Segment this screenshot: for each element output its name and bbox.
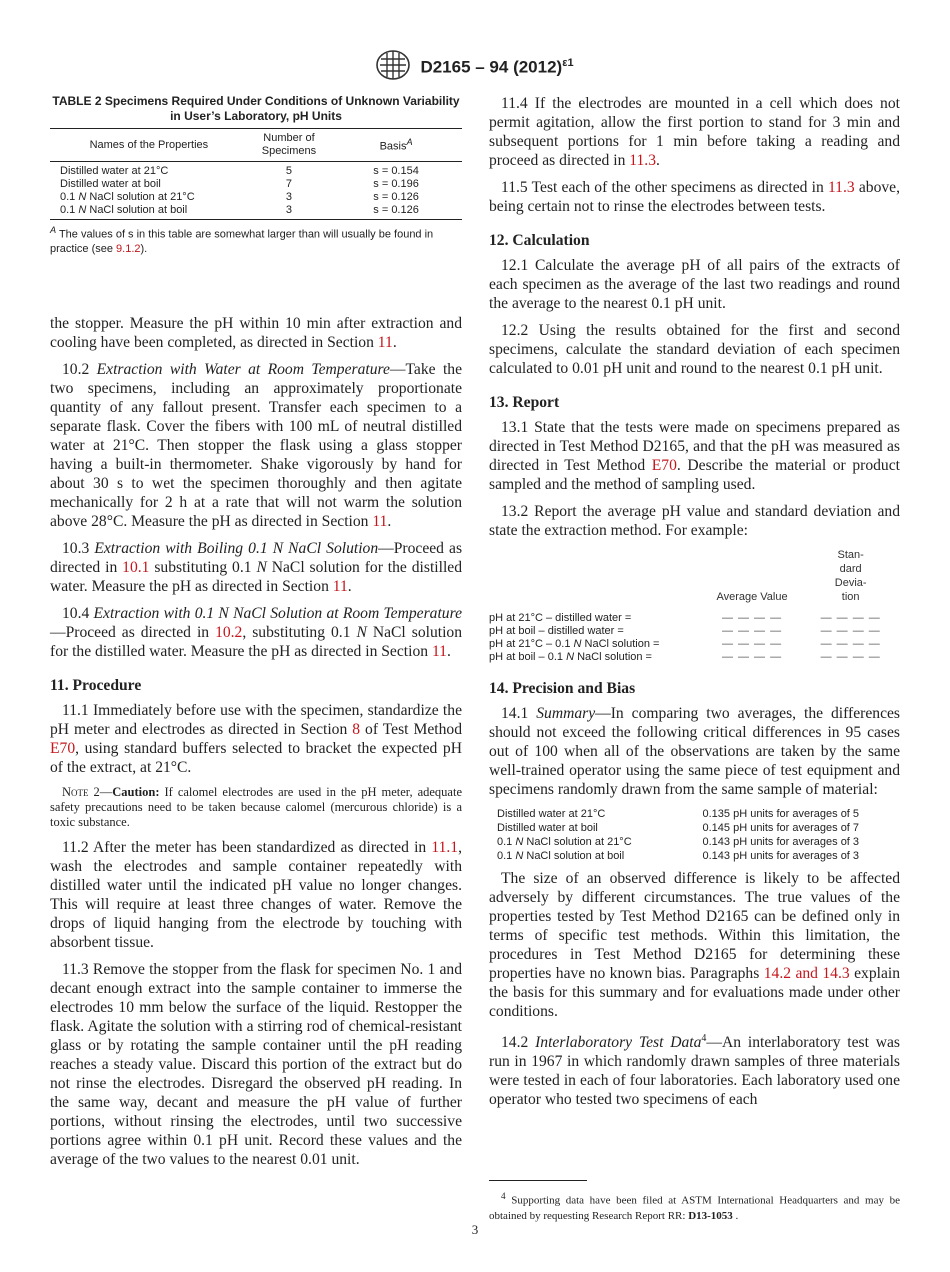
para-14-1: 14.1 Summary—In comparing two averages, the differences should not exceed the following critical differences in 95 cases out of 100 when all of the observations are taken by the same well-trained operator using the same piece of test equipment and specimens randomly drawn from the same sample of material: — [489, 705, 900, 798]
para-11-2: 11.2 After the meter has been standardized as directed in 11.1, wash the electrodes and sample container repeatedly with distilled water until the indicated pH value no longer changes. This will require at least three changes of water. Remove the drops of liquid hanging from the electrode by touching with absorbent tissue. — [50, 838, 462, 951]
basis-cell: s = 0.196 — [373, 178, 419, 190]
table-2-caption: TABLE 2 Specimens Required Under Conditions of Unknown Variability in User’s Laboratory, pH Units — [52, 94, 460, 123]
table-row — [489, 821, 900, 835]
table-row — [50, 191, 462, 204]
report-std-dev-blank: — — — — — [820, 651, 881, 663]
para-12-1: 12.1 Calculate the average pH of all pairs of the extracts of each specimen as the average of the last two readings and round the average to the nearest 0.1 pH unit. — [489, 257, 900, 312]
precision-table — [489, 807, 900, 863]
section-heading-precision: 14. Precision and Bias — [489, 680, 636, 697]
standard-designation: D2165 – 94 $(2012)^{\varepsilon 1}$ — [420, 57, 574, 77]
table-row — [489, 638, 900, 651]
precision-value-cell: 0.143 pH units for averages of 3 — [702, 850, 860, 862]
report-col-average: Average Value — [716, 591, 788, 603]
footnote-4: $^4$ Supporting data have been filed at ASTM International Headquarters and may be obtained by requesting Research Report RR: D13-1053 . — [489, 1191, 900, 1222]
report-average-blank: — — — — — [721, 638, 783, 650]
ref-link[interactable]: 11.3 — [827, 179, 855, 196]
section-heading-report: 13. Report — [489, 394, 560, 411]
report-label-cell: pH at boil – 0.1 N NaCl solution = — [489, 651, 652, 663]
para-10-1-cont: the stopper. Measure the pH within 10 min after extraction and cooling have been completed, as directed in Section 11. — [50, 314, 462, 351]
table-row — [489, 612, 900, 625]
report-label-cell: pH at 21°C – 0.1 N NaCl solution = — [489, 638, 660, 650]
table-2 — [50, 94, 462, 256]
para-13-2: 13.2 Report the average pH value and standard deviation and state the extraction method. For example: — [489, 503, 900, 539]
left-column — [50, 94, 462, 1177]
right-column — [489, 94, 900, 1117]
report-col-std-dev: Stan- dard Devia- tion — [834, 549, 867, 603]
precision-condition-cell: Distilled water at boil — [497, 822, 598, 834]
note-2: Note 2—Caution: If calomel electrodes are used in the pH meter, adequate safety precautions need to be taken because calomel (mercurous chloride) is a toxic substance. — [50, 784, 462, 829]
para-11-3: 11.3 Remove the stopper from the flask for specimen No. 1 and decant enough extract into the sample container to immerse the electrodes 10 mm below the surface of the liquid. Restopper the flask. Agitate the solution with a stirring rod of chemical-resistant glass or by rotating the sample container until the pH reading reaches a steady value. Discard this portion of the extract but do not rinse the electrodes. Disregard the observed pH reading. In the same way, decant and measure the pH value of further portions, without rinsing the electrodes, until two successive portions agree within 0.1 pH unit. Record these values and the average of the two values to the nearest 0.01 unit. — [50, 960, 462, 1168]
specimen-count-cell: 7 — [285, 178, 292, 190]
table-row — [50, 204, 462, 220]
ref-link[interactable]: 11 — [431, 642, 447, 660]
specimen-count-cell: 3 — [248, 204, 330, 220]
basis-cell: s = 0.126 — [330, 204, 462, 220]
precision-value-cell: 0.145 pH units for averages of 7 — [702, 822, 860, 834]
para-10-3: 10.3 Extraction with Boiling 0.1 N NaCl Solution—Proceed as directed in 10.1 substituting 0.1 N NaCl solution for the distilled water. Measure the pH as directed in Section 11. — [50, 539, 463, 595]
report-label-cell: pH at boil – distilled water = — [489, 625, 624, 637]
basis-cell: s = 0.154 — [373, 165, 419, 177]
designation-superscript: ε1 — [562, 57, 574, 70]
col-header-names: Names of the Properties — [50, 129, 248, 162]
precision-condition-cell: 0.1 N NaCl solution at 21°C — [497, 836, 632, 848]
ref-link[interactable]: 11.3 — [629, 152, 656, 169]
property-name-cell: Distilled water at 21°C — [60, 165, 169, 177]
table-2-footnote: $^A$ The values of s in this table are somewhat larger than will usually be found in practice (see 9.1.2). — [50, 225, 434, 255]
section-heading-procedure: 11. Procedure — [50, 676, 142, 694]
para-11-1: 11.1 Immediately before use with the specimen, standardize the pH meter and electrodes as directed in Section 8 of Test Method E70, using standard buffers selected to bracket the expected pH of the extract, at 21°C. — [50, 701, 462, 776]
report-std-dev-blank: — — — — — [820, 625, 881, 637]
report-average-blank: — — — — — [721, 625, 783, 637]
property-name-cell: 0.1 N NaCl solution at boil — [50, 204, 248, 220]
specimen-count-cell: 5 — [285, 165, 292, 177]
property-name-cell: 0.1 N NaCl solution at 21°C — [60, 191, 195, 203]
table-row — [489, 651, 900, 664]
col-header-number: Number of Specimens — [248, 129, 330, 162]
astm-logo-icon — [376, 50, 410, 85]
table-2-grid — [50, 128, 462, 220]
ref-link[interactable]: 8 — [352, 720, 361, 738]
para-11-4: 11.4 If the electrodes are mounted in a cell which does not permit agitation, allow the first portion to stand for 3 min and subsequent portions for 1 min before taking a reading and proceed as directed in 11.3. — [489, 95, 900, 169]
section-heading-calculation: 12. Calculation — [489, 232, 590, 249]
para-10-2: 10.2 Extraction with Water at Room Temperature—Take the two specimens, including an approximately proportionate quantity of any fallout present. Transfer each specimen to a separate flask. Cover the fibers with 100 mL of neutral distilled water at 21°C. Then stopper the flask using a glass stopper having a built-in thermometer. Shake vigorously by hand for about 30 s to wet the specimen thoroughly and then agitate mechanically for 2 h at a rate that will not warm the solution above 28°C. Measure the pH as directed in Section 11. — [50, 360, 462, 530]
para-13-1: 13.1 State that the tests were made on specimens prepared as directed in Test Method D2165, and that the pH was measured as directed in Test Method E70. Describe the material or product sampled and the method of sampling used. — [489, 419, 900, 493]
precision-condition-cell: 0.1 N NaCl solution at boil — [497, 850, 625, 862]
para-12-2: 12.2 Using the results obtained for the first and second specimens, calculate the standard deviation of each specimen calculated to 0.01 pH unit and round to the nearest 0.1 pH unit. — [489, 322, 900, 377]
para-14-2: 14.2 Interlaboratory Test Data$^4$—An interlaboratory test was run in 1967 in which randomly drawn samples of three materials were tested in each of four laboratories. Each laboratory used one operator who tested two specimens of each — [489, 1033, 900, 1109]
table-row — [50, 178, 462, 191]
ref-link[interactable]: E70 — [50, 739, 76, 757]
table-row — [489, 625, 900, 638]
table-row — [50, 162, 462, 179]
para-10-4: 10.4 Extraction with 0.1 N NaCl Solution at Room Temperature—Proceed as directed in 10.2, substituting 0.1 N NaCl solution for the distilled water. Measure the pH as directed in Section 11. — [50, 604, 462, 660]
precision-value-cell: 0.135 pH units for averages of 5 — [702, 808, 860, 820]
table-row — [489, 835, 900, 849]
report-std-dev-blank: — — — — — [820, 638, 881, 650]
precision-value-cell: 0.143 pH units for averages of 3 — [702, 836, 860, 848]
ref-link[interactable]: E70 — [651, 457, 677, 474]
report-std-dev-blank: — — — — — [820, 612, 881, 624]
para-11-5: 11.5 Test each of the other specimens as directed in 11.3 above, being certain not to rinse the electrodes between tests. — [489, 179, 901, 215]
page-header — [0, 50, 950, 85]
ref-link[interactable]: 11.1 — [431, 838, 459, 856]
ref-link[interactable]: 10.1 — [122, 558, 150, 576]
ref-link[interactable]: 11 — [332, 577, 348, 595]
report-example-table — [489, 548, 900, 664]
ref-link[interactable]: 11 — [372, 512, 388, 530]
precision-condition-cell: Distilled water at 21°C — [497, 808, 606, 820]
ref-link[interactable]: 10.2 — [215, 623, 243, 641]
footnote-divider — [489, 1180, 587, 1181]
report-average-blank: — — — — — [721, 651, 783, 663]
para-14-1-cont: The size of an observed difference is likely to be affected adversely by different circumstances. The true values of the properties tested by Test Method D2165 can be defined only in terms of specific test methods. Within this limitation, the procedures in Test Method D2165 for determining these properties have no known bias. Paragraphs 14.2 and 14.3 explain the basis for this summary and for evaluations made under other conditions. — [489, 870, 900, 1020]
page-number: 3 — [471, 1222, 479, 1237]
col-header-basis: Basis$^A$ — [330, 129, 462, 162]
table-row — [489, 807, 900, 821]
report-label-cell: pH at 21°C – distilled water = — [489, 612, 632, 624]
property-name-cell: Distilled water at boil — [60, 178, 161, 190]
report-average-blank: — — — — — [721, 612, 783, 624]
table-row — [489, 849, 900, 863]
ref-link[interactable]: 11 — [377, 333, 393, 351]
ref-link[interactable]: 14.2 and 14.3 — [763, 965, 850, 982]
basis-cell: s = 0.126 — [373, 191, 419, 203]
specimen-count-cell: 3 — [285, 191, 292, 203]
